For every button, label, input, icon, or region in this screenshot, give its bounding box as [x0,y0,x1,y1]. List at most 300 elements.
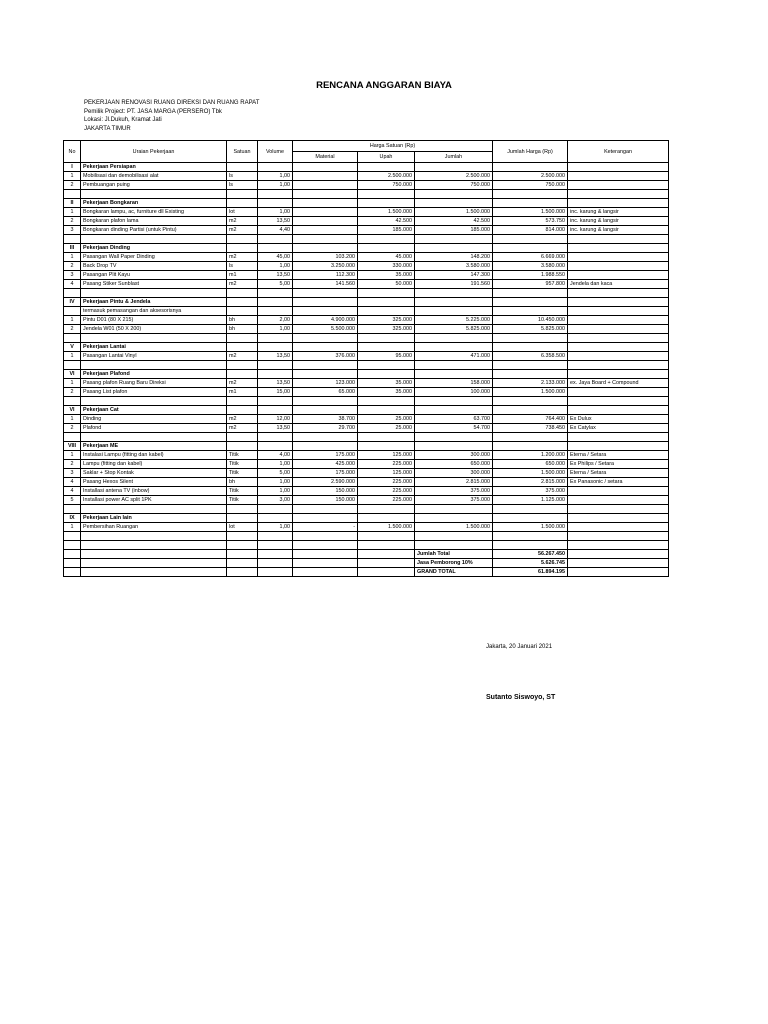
empty-cell [293,514,358,523]
item-labor-price: 95.000 [358,352,415,361]
table-row [64,253,669,262]
item-total-price: 2.133.000 [493,379,568,388]
item-remarks: Ex Philips / Setara [568,460,669,469]
empty-cell [227,343,258,352]
empty-cell [415,370,493,379]
item-material-price: 425.000 [293,460,358,469]
empty-cell [293,505,358,514]
empty-cell [358,190,415,199]
item-number: 2 [64,424,81,433]
project-owner: Pemilik Project: PT. JASA MARGA (PERSERO) Tbk [84,108,222,115]
header-volume: Volume [258,141,293,163]
item-volume: 1,00 [258,325,293,334]
empty-cell [568,397,669,406]
item-remarks: inc. karung & langsir [568,226,669,235]
item-description: Pasangan Lantai Vinyl [81,352,227,361]
item-remarks: ex. Jaya Board + Compound [568,379,669,388]
item-description: Jendela W01 (50 X 200) [81,325,227,334]
section-title: Pekerjaan Dinding [81,244,227,253]
item-unit-total: 5.825.000 [415,325,493,334]
section-row [64,514,669,523]
item-labor-price: 750.000 [358,181,415,190]
item-material-price: 123.000 [293,379,358,388]
item-total-price: 10.450.000 [493,316,568,325]
item-material-price: 2.590.000 [293,478,358,487]
item-unit: ls [227,172,258,181]
item-unit-total: 375.000 [415,487,493,496]
empty-cell [64,541,81,550]
empty-cell [568,514,669,523]
table-row [64,352,669,361]
section-number: II [64,199,81,208]
empty-cell [81,361,227,370]
empty-cell [358,235,415,244]
item-unit: m2 [227,280,258,289]
empty-cell [293,244,358,253]
item-description: Bongkaran lampu, ac, furniture dll Existing [81,208,227,217]
item-volume: 1,00 [258,478,293,487]
item-material-price [293,208,358,217]
table-row [64,496,669,505]
item-material-price: 5.500.000 [293,325,358,334]
empty-cell [258,298,293,307]
section-row [64,442,669,451]
item-number: 2 [64,262,81,271]
empty-cell [415,298,493,307]
item-unit-total: 158.000 [415,379,493,388]
summary-label: Jumlah Total [415,550,493,559]
empty-cell [64,289,81,298]
item-material-price: 29.700 [293,424,358,433]
signature-date: Jakarta, 20 Januari 2021 [486,644,553,650]
empty-cell [293,406,358,415]
item-description: Back Drop TV [81,262,227,271]
item-number: 1 [64,316,81,325]
blank-row [64,361,669,370]
item-number: 1 [64,379,81,388]
item-labor-price: 225.000 [358,487,415,496]
empty-cell [258,550,293,559]
item-total-price: 2.500.000 [493,172,568,181]
item-unit: m1 [227,271,258,280]
item-total-price: 1.125.000 [493,496,568,505]
item-material-price: 112.300 [293,271,358,280]
header-material: Material [293,152,358,163]
empty-cell [293,532,358,541]
item-description: Lampu (fitting dan kabel) [81,460,227,469]
item-description: Pembersihan Ruangan [81,523,227,532]
item-total-price: 1.500.000 [493,469,568,478]
item-number: 2 [64,181,81,190]
item-labor-price: 35.000 [358,271,415,280]
empty-cell [227,532,258,541]
empty-cell [358,541,415,550]
item-remarks [568,496,669,505]
item-remarks: Ex Panasonic / setara [568,478,669,487]
empty-cell [415,289,493,298]
empty-cell [568,244,669,253]
item-volume: 1,00 [258,208,293,217]
item-unit-total: 147.300 [415,271,493,280]
item-total-price: 1.500.000 [493,208,568,217]
empty-cell [493,334,568,343]
empty-cell [358,505,415,514]
section-number: III [64,244,81,253]
empty-cell [293,370,358,379]
item-number: 1 [64,523,81,532]
item-remarks [568,262,669,271]
item-labor-price: 42.500 [358,217,415,226]
empty-cell [358,532,415,541]
empty-cell [415,334,493,343]
item-remarks: inc. karung & langsir [568,208,669,217]
table-row [64,451,669,460]
item-volume: 2,00 [258,316,293,325]
item-unit: m2 [227,379,258,388]
empty-cell [493,361,568,370]
item-remarks [568,316,669,325]
table-row [64,217,669,226]
item-description: Mobilisasi dan demobilisasi alat [81,172,227,181]
item-number: 1 [64,253,81,262]
item-volume: 13,50 [258,424,293,433]
item-number: 2 [64,217,81,226]
empty-cell [358,568,415,577]
header-jumlah-harga: Jumlah Harga (Rp) [493,141,568,163]
table-row [64,487,669,496]
section-title: Pekerjaan Persiapan [81,163,227,172]
empty-cell [415,433,493,442]
empty-cell [258,163,293,172]
item-description: Pasangan Plit Kayu [81,271,227,280]
empty-cell [493,541,568,550]
project-location: Lokasi: Jl.Dukuh, Kramat Jati [84,117,162,124]
item-labor-price: 125.000 [358,451,415,460]
item-total-price: 3.580.000 [493,262,568,271]
empty-cell [358,334,415,343]
empty-cell [493,343,568,352]
item-material-price [293,217,358,226]
item-volume: 1,00 [258,460,293,469]
blank-row [64,190,669,199]
item-total-price: 1.988.550 [493,271,568,280]
item-remarks [568,172,669,181]
item-unit: m1 [227,388,258,397]
item-number: 4 [64,280,81,289]
item-unit-total: 185.000 [415,226,493,235]
item-volume: 1,00 [258,487,293,496]
empty-cell [358,343,415,352]
item-total-price: 1.500.000 [493,523,568,532]
item-volume: 5,00 [258,280,293,289]
item-description: Pasangan Wall Paper Dinding [81,253,227,262]
item-material-price: 65.000 [293,388,358,397]
empty-cell [258,361,293,370]
header-harga-satuan: Harga Satuan (Rp) [293,141,493,152]
item-labor-price: 125.000 [358,469,415,478]
empty-cell [227,397,258,406]
item-volume: 12,00 [258,415,293,424]
item-unit: lot [227,208,258,217]
item-total-price: 814.000 [493,226,568,235]
empty-cell [415,244,493,253]
item-number: 2 [64,325,81,334]
item-volume: 13,50 [258,352,293,361]
item-unit-total: 750.000 [415,181,493,190]
section-number: IX [64,514,81,523]
empty-cell [568,505,669,514]
section-number: IV [64,298,81,307]
item-total-price: 5.825.000 [493,325,568,334]
item-unit: Titik [227,469,258,478]
item-remarks [568,325,669,334]
item-number: 2 [64,388,81,397]
empty-cell [227,361,258,370]
item-unit-total: 42.500 [415,217,493,226]
empty-cell [81,550,227,559]
item-remarks: Ex Dulux [568,415,669,424]
item-unit-total: 300.000 [415,451,493,460]
header-uraian: Uraian Pekerjaan [81,141,227,163]
empty-cell [227,559,258,568]
item-labor-price: 35.000 [358,379,415,388]
section-row [64,244,669,253]
empty-cell [415,541,493,550]
empty-cell [64,397,81,406]
empty-cell [293,235,358,244]
item-unit-total: 1.500.000 [415,523,493,532]
section-number: I [64,163,81,172]
item-unit: m2 [227,226,258,235]
section-row [64,343,669,352]
empty-cell [64,505,81,514]
section-title: Pekerjaan Bongkaran [81,199,227,208]
item-number: 1 [64,352,81,361]
item-unit-total: 375.000 [415,496,493,505]
empty-cell [493,505,568,514]
blank-row [64,433,669,442]
empty-cell [81,559,227,568]
empty-cell [415,235,493,244]
item-unit-total: 471.000 [415,352,493,361]
empty-cell [568,568,669,577]
item-unit-total: 100.000 [415,388,493,397]
empty-cell [227,541,258,550]
empty-cell [64,568,81,577]
empty-cell [258,334,293,343]
empty-cell [227,298,258,307]
item-volume: 1,00 [258,181,293,190]
item-unit-total: 650.000 [415,460,493,469]
summary-row [64,568,669,577]
table-row [64,523,669,532]
empty-cell [415,532,493,541]
empty-cell [81,532,227,541]
item-unit: m2 [227,217,258,226]
blank-row [64,532,669,541]
item-number: 4 [64,478,81,487]
empty-cell [415,505,493,514]
item-material-price [293,181,358,190]
empty-cell [293,559,358,568]
table-row [64,208,669,217]
empty-cell [358,397,415,406]
table-row [64,388,669,397]
row-number [64,307,81,316]
blank-row [64,289,669,298]
item-description: Pasang Stiker Sunblast [81,280,227,289]
item-labor-price: 225.000 [358,460,415,469]
item-total-price: 6.669.000 [493,253,568,262]
item-volume: 15,00 [258,388,293,397]
item-material-price: 4.900.000 [293,316,358,325]
item-total-price: 1.200.000 [493,451,568,460]
section-row [64,199,669,208]
empty-cell [227,163,258,172]
blank-row [64,541,669,550]
empty-cell [258,442,293,451]
empty-cell [227,199,258,208]
item-total-price: 6.358.500 [493,352,568,361]
item-remarks [568,388,669,397]
item-description: Pasang List plafon [81,388,227,397]
empty-cell [493,163,568,172]
empty-cell [493,289,568,298]
empty-cell [568,289,669,298]
section-title: Pekerjaan Lantai [81,343,227,352]
empty-cell [64,334,81,343]
empty-cell [227,244,258,253]
empty-cell [415,442,493,451]
item-description: Installasi antena TV (inbow) [81,487,227,496]
item-unit: Titik [227,451,258,460]
item-volume: 45,00 [258,253,293,262]
item-labor-price: 1.500.000 [358,523,415,532]
empty-cell [258,397,293,406]
empty-cell [227,442,258,451]
item-material-price: 150.000 [293,496,358,505]
item-unit: m2 [227,352,258,361]
item-description: Plafond [81,424,227,433]
item-volume: 1,00 [258,262,293,271]
empty-cell [258,559,293,568]
item-number: 4 [64,487,81,496]
empty-cell [493,370,568,379]
empty-cell [493,235,568,244]
item-description: Instalasi Lampu (fitting dan kabel) [81,451,227,460]
item-remarks [568,271,669,280]
table-row [64,379,669,388]
item-total-price: 2.815.000 [493,478,568,487]
header-satuan: Satuan [227,141,258,163]
blank-row [64,235,669,244]
empty-cell [81,568,227,577]
item-labor-price: 50.000 [358,280,415,289]
empty-cell [64,235,81,244]
item-unit-total: 148.200 [415,253,493,262]
section-row [64,163,669,172]
empty-cell [258,568,293,577]
empty-cell [258,514,293,523]
item-labor-price: 35.000 [358,388,415,397]
section-row [64,298,669,307]
empty-cell [64,532,81,541]
empty-cell [568,307,669,316]
header-jumlah: Jumlah [415,152,493,163]
empty-cell [293,199,358,208]
item-unit: m2 [227,424,258,433]
empty-cell [415,199,493,208]
summary-label: Jasa Pemborong 10% [415,559,493,568]
empty-cell [358,550,415,559]
empty-cell [493,433,568,442]
item-labor-price: 225.000 [358,496,415,505]
item-labor-price: 185.000 [358,226,415,235]
empty-cell [258,199,293,208]
table-row [64,226,669,235]
item-material-price: 376.000 [293,352,358,361]
item-volume: 1,00 [258,523,293,532]
item-unit-total: 300.000 [415,469,493,478]
item-description: Pintu D01 (80 X 215) [81,316,227,325]
item-number: 2 [64,460,81,469]
empty-cell [568,550,669,559]
item-labor-price: 1.500.000 [358,208,415,217]
empty-cell [568,190,669,199]
empty-cell [358,559,415,568]
empty-cell [81,505,227,514]
empty-cell [258,532,293,541]
table-row [64,262,669,271]
empty-cell [227,307,258,316]
empty-cell [227,550,258,559]
empty-cell [493,442,568,451]
row-note: termasuk pemasangan dan aksesorisnya [81,307,227,316]
section-title: Pekerjaan ME [81,442,227,451]
item-unit: m2 [227,415,258,424]
item-material-price: - [293,523,358,532]
item-total-price: 1.500.000 [493,388,568,397]
empty-cell [64,361,81,370]
blank-row [64,397,669,406]
summary-label: GRAND TOTAL [415,568,493,577]
empty-cell [258,406,293,415]
empty-cell [568,361,669,370]
section-number: VI [64,406,81,415]
empty-cell [358,406,415,415]
empty-cell [358,361,415,370]
empty-cell [568,334,669,343]
empty-cell [293,343,358,352]
empty-cell [293,568,358,577]
item-description: Pasang plafon Ruang Baru Direksi [81,379,227,388]
item-remarks [568,487,669,496]
item-total-price: 750.000 [493,181,568,190]
header-no: No [64,141,81,163]
empty-cell [293,334,358,343]
empty-cell [415,361,493,370]
item-total-price: 375.000 [493,487,568,496]
empty-cell [358,370,415,379]
empty-cell [258,505,293,514]
blank-row [64,505,669,514]
item-material-price: 103.200 [293,253,358,262]
summary-row [64,550,669,559]
item-number: 3 [64,226,81,235]
empty-cell [293,361,358,370]
item-unit-total: 1.500.000 [415,208,493,217]
item-description: Pembuangan puing [81,181,227,190]
